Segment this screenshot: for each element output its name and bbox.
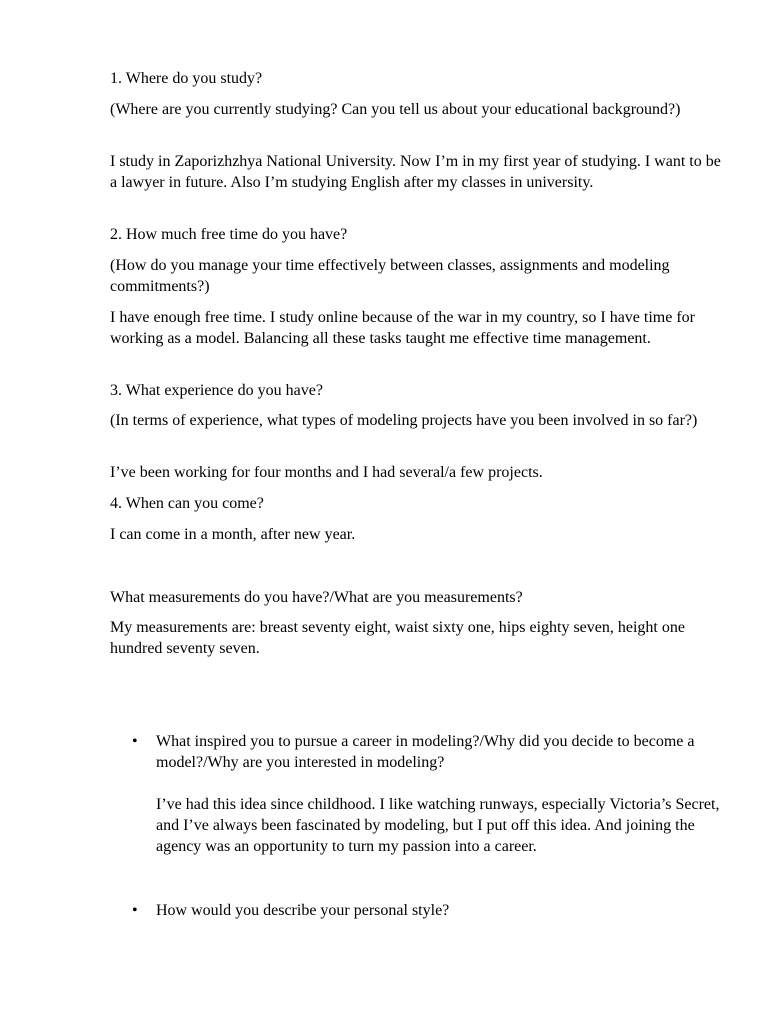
answer-measurements: My measurements are: breast seventy eight, waist sixty one, hips eighty seven, height one hundred seventy seven. [110, 619, 685, 657]
bullet-question-inspiration: What inspired you to pursue a career in modeling?/Why did you decide to become a model?/Why are you interested in modeling? [156, 733, 695, 771]
answer-1: I study in Zaporizhzhya National University. Now I’m in my first year of studying. I want to be a lawyer in future. Also I’m studying English after my classes in university. [110, 153, 721, 191]
bullet-marker: • [132, 733, 138, 750]
question-1: 1. Where do you study? [110, 70, 263, 87]
question-3-alternative: (In terms of experience, what types of modeling projects have you been involved in so far?) [110, 412, 698, 429]
bullet-question-style: How would you describe your personal style? [156, 902, 450, 919]
bullet-marker: • [132, 902, 138, 919]
question-3: 3. What experience do you have? [110, 382, 323, 399]
answer-4: I can come in a month, after new year. [110, 526, 356, 543]
question-1-alternative: (Where are you currently studying? Can you tell us about your educational background?) [110, 101, 681, 118]
question-4: 4. When can you come? [110, 495, 264, 512]
bullet-answer-inspiration: I’ve had this idea since childhood. I like watching runways, especially Victoria’s Secret, and I’ve always been fascinated by modeling, but I put off this idea. And joining the agency was an opportunity to turn my passion into a career. [156, 796, 720, 855]
question-2-alternative: (How do you manage your time effectively between classes, assignments and modeling commitments?) [110, 257, 670, 295]
answer-3: I’ve been working for four months and I had several/a few projects. [110, 464, 543, 481]
question-2: 2. How much free time do you have? [110, 226, 348, 243]
answer-2: I have enough free time. I study online because of the war in my country, so I have time for working as a model. Balancing all these tasks taught me effective time management. [110, 309, 695, 347]
question-measurements: What measurements do you have?/What are you measurements? [110, 589, 523, 606]
